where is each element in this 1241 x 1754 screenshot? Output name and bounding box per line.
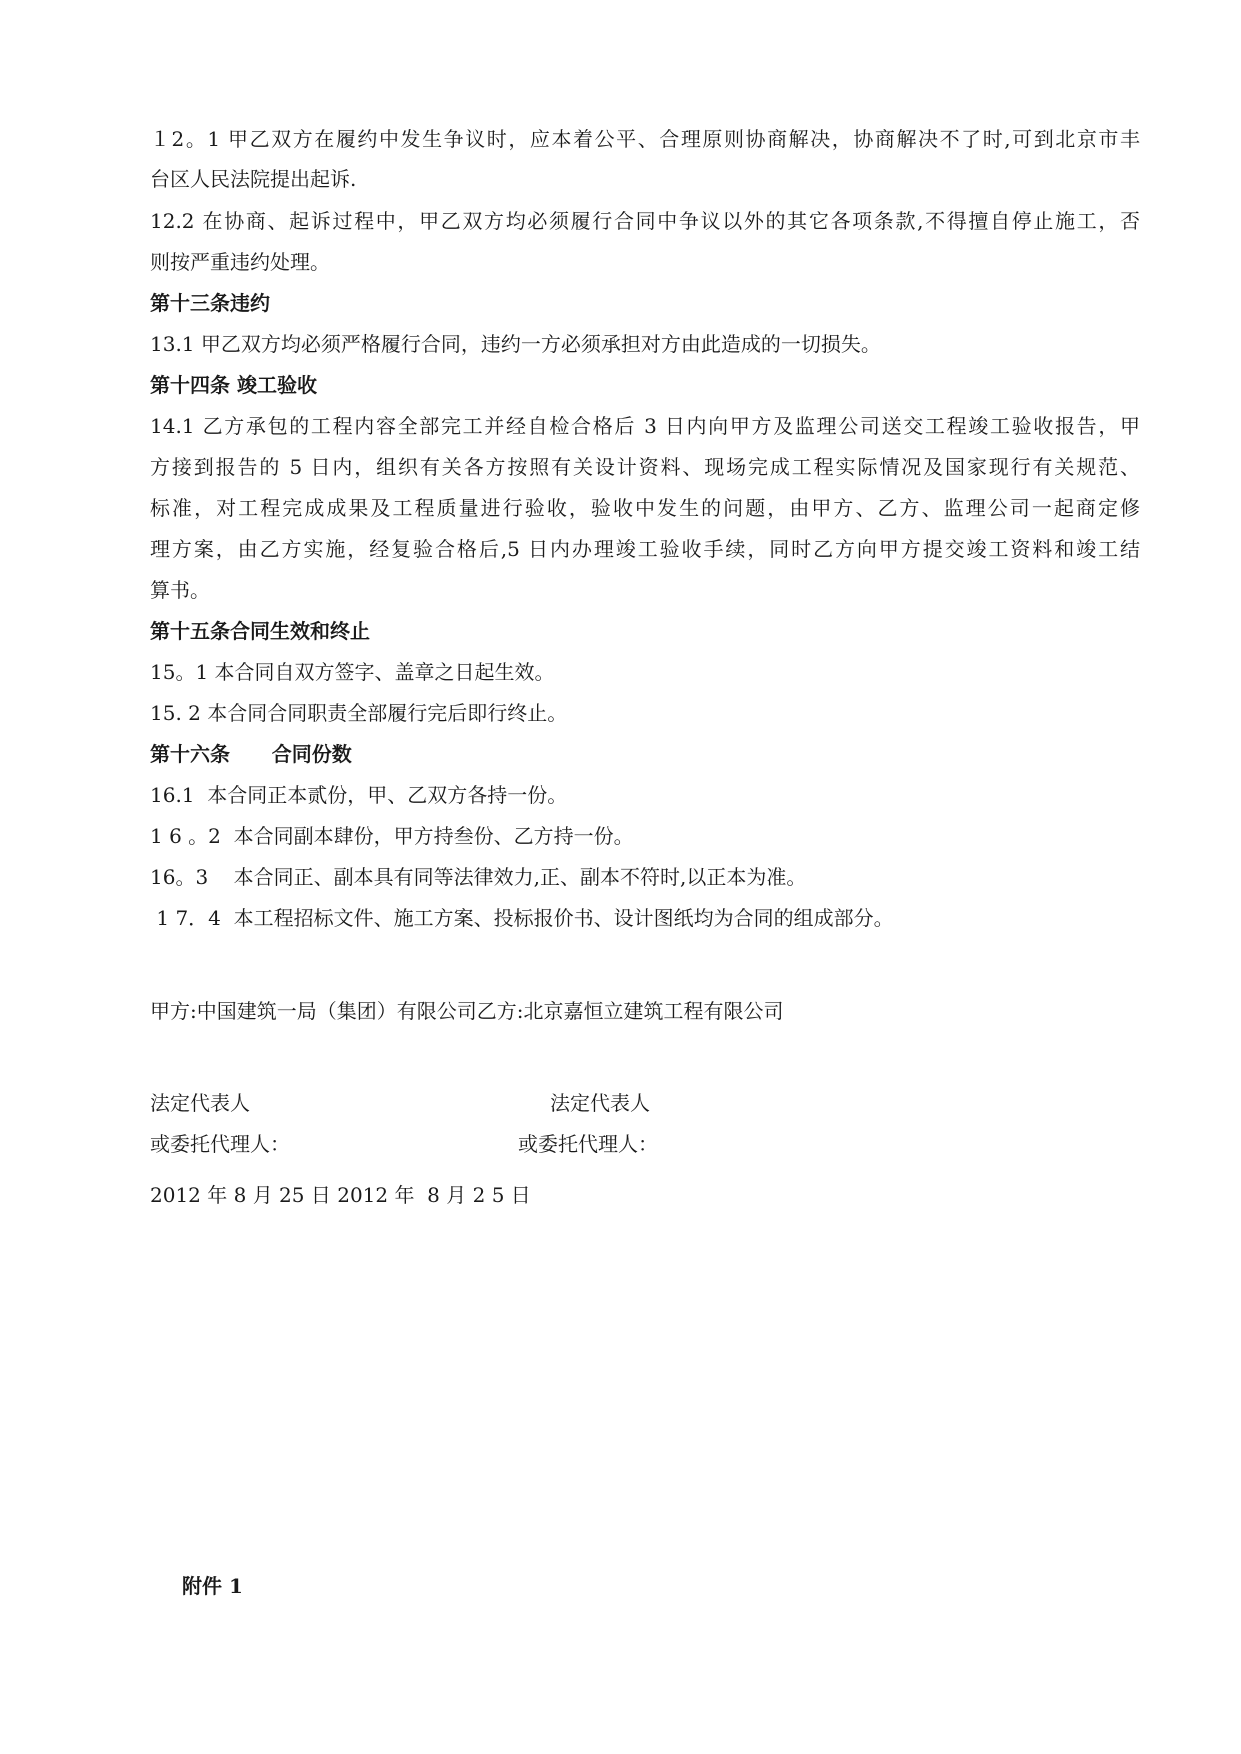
clause-12-2-line-2: 则按严重违约处理。 — [150, 250, 330, 274]
clause-15-2: 15. 2 本合同合同职责全部履行完后即行终止。 — [150, 701, 568, 725]
agent-party-b: 或委托代理人： — [518, 1132, 658, 1156]
clause-17-4: 1 7．4 本工程招标文件、施工方案、投标报价书、设计图纸均为合同的组成部分。 — [150, 906, 894, 930]
heading-article-13: 第十三条违约 — [150, 291, 270, 315]
clause-14-1-line-4: 理方案，由乙方实施，经复验合格后,5 日内办理竣工验收手续，同时乙方向甲方提交竣工资料和竣工结 — [150, 537, 1140, 561]
legal-rep-party-a: 法定代表人 — [150, 1091, 250, 1115]
heading-article-16: 第十六条 合同份数 — [150, 742, 352, 766]
clause-14-1-line-5: 算书。 — [150, 578, 210, 602]
clause-14-1-line-1: 14.1 乙方承包的工程内容全部完工并经自检合格后 3 日内向甲方及监理公司送交工程竣工验收报告，甲 — [150, 414, 1140, 438]
clause-12-2-line-1: 12.2 在协商、起诉过程中，甲乙双方均必须履行合同中争议以外的其它各项条款,不得擅自停止施工，否 — [150, 209, 1140, 233]
clause-12-1-line-2: 台区人民法院提出起诉. — [150, 167, 357, 191]
clause-16-1: 16.1 本合同正本贰份，甲、乙双方各持一份。 — [150, 783, 568, 807]
heading-article-15: 第十五条合同生效和终止 — [150, 619, 370, 643]
legal-rep-party-b: 法定代表人 — [550, 1091, 650, 1115]
clause-14-1-line-3: 标准，对工程完成成果及工程质量进行验收，验收中发生的问题，由甲方、乙方、监理公司一起商定修 — [150, 496, 1140, 520]
clause-13-1: 13.1 甲乙双方均必须严格履行合同，违约一方必须承担对方由此造成的一切损失。 — [150, 332, 881, 356]
clause-12-1-line-1: １2。1 甲乙双方在履约中发生争议时，应本着公平、合理原则协商解决，协商解决不了时,可到北京市丰 — [150, 127, 1140, 151]
clause-16-3: 16。3 本合同正、副本具有同等法律效力,正、副本不符时,以正本为准。 — [150, 865, 807, 889]
attachment-label: 附件 1 — [182, 1574, 243, 1598]
clause-15-1: 15。1 本合同自双方签字、盖章之日起生效。 — [150, 660, 555, 684]
signature-dates: 2012 年 8 月 25 日 2012 年 8 月 2 5 日 — [150, 1183, 531, 1207]
clause-16-2: 1 6 。2 本合同副本肆份，甲方持叁份、乙方持一份。 — [150, 824, 634, 848]
agent-party-a: 或委托代理人： — [150, 1132, 290, 1156]
clause-14-1-line-2: 方接到报告的 5 日内，组织有关各方按照有关设计资料、现场完成工程实际情况及国家现行有关规范、 — [150, 455, 1140, 479]
signature-parties: 甲方:中国建筑一局（集团）有限公司乙方:北京嘉恒立建筑工程有限公司 — [150, 999, 784, 1023]
heading-article-14: 第十四条 竣工验收 — [150, 373, 317, 397]
